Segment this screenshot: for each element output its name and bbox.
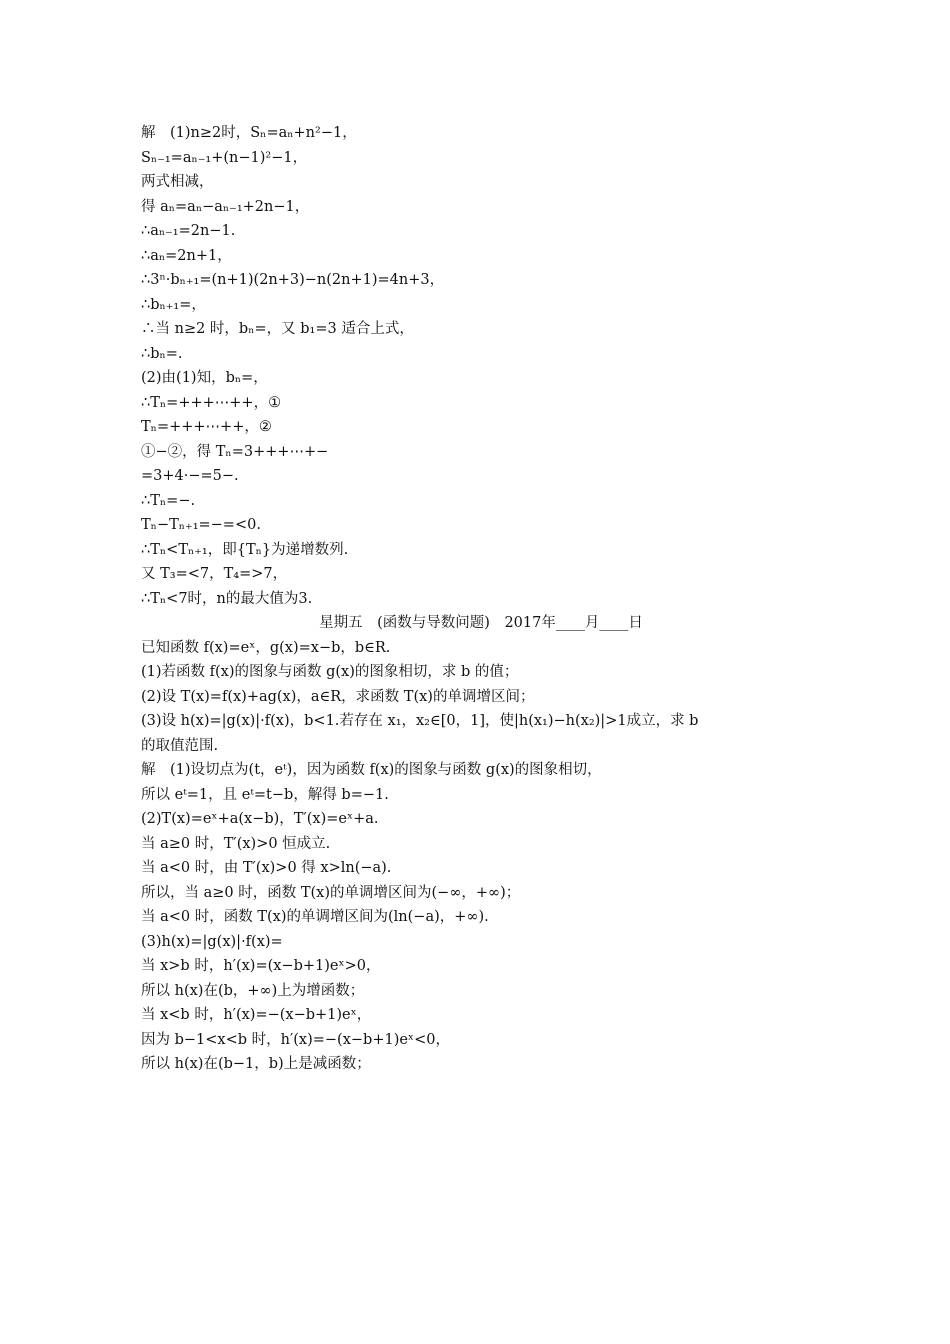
solution-line: ∴3ⁿ·bₙ₊₁=(n+1)(2n+3)−n(2n+1)=4n+3，: [141, 272, 445, 288]
solution-line: (3)h(x)=|g(x)|·f(x)=: [141, 933, 283, 950]
problem-line: (1)若函数 f(x)的图象与函数 g(x)的图象相切，求 b 的值；: [141, 664, 519, 680]
solution-line: ∴Tₙ=+++⋯++，①: [141, 394, 282, 411]
solution-line: 当 a≥0 时，T′(x)>0 恒成立.: [141, 835, 331, 852]
solution-line: ①−②，得 Tₙ=3+++⋯+−: [141, 443, 329, 460]
solution-line: 所以，当 a≥0 时，函数 T(x)的单调增区间为(−∞，+∞)；: [141, 884, 521, 901]
solution-line: ∴bₙ₊₁=，: [141, 296, 206, 313]
solution-line: 当 a<0 时，函数 T(x)的单调增区间为(ln(−a)，+∞).: [141, 909, 489, 925]
solution-line: 因为 b−1<x<b 时，h′(x)=−(x−b+1)eˣ<0，: [141, 1031, 450, 1048]
solution-line: Sₙ₋₁=aₙ₋₁+(n−1)²−1，: [141, 149, 308, 166]
section-heading: 星期五 (函数与导数问题) 2017年____月____日: [319, 615, 643, 631]
solution-line: 又 T₃=<7，T₄=>7，: [141, 566, 288, 582]
solution-line: 当 x>b 时，h′(x)=(x−b+1)eˣ>0，: [141, 958, 381, 974]
solution-line: Tₙ=+++⋯++，②: [141, 419, 272, 435]
solution-line: ∴当 n≥2 时，bₙ=，又 b₁=3 适合上式，: [141, 321, 414, 337]
solution-line: 解 (1)n≥2时，Sₙ=aₙ+n²−1，: [141, 125, 357, 141]
solution-line: Tₙ−Tₙ₊₁=−=<0.: [141, 517, 261, 533]
solution-line: ∴Tₙ<Tₙ₊₁，即{Tₙ}为递增数列.: [141, 541, 349, 558]
solution-line: ∴aₙ=2n+1，: [141, 247, 232, 264]
solution-line: 当 a<0 时，由 T′(x)>0 得 x>ln(−a).: [141, 860, 392, 876]
solution-line: 得 aₙ=aₙ−aₙ₋₁+2n−1，: [141, 198, 310, 215]
solution-line: 所以 h(x)在(b−1，b)上是减函数；: [141, 1056, 371, 1072]
solution-line: 解 (1)设切点为(t，eᵗ)，因为函数 f(x)的图象与函数 g(x)的图象相切，: [141, 762, 602, 778]
solution-line: ∴aₙ₋₁=2n−1.: [141, 223, 236, 239]
solution-line: ∴Tₙ<7时，n的最大值为3.: [141, 590, 313, 607]
problem-line: 的取值范围.: [141, 737, 219, 754]
solution-line: 所以 eᵗ=1，且 eᵗ=t−b，解得 b=−1.: [141, 786, 389, 803]
problem-line: (2)设 T(x)=f(x)+ag(x)，a∈R，求函数 T(x)的单调增区间；: [141, 688, 535, 705]
solution-line: (2)T(x)=eˣ+a(x−b)，T′(x)=eˣ+a.: [141, 811, 379, 827]
solution-line: 所以 h(x)在(b，+∞)上为增函数；: [141, 982, 365, 999]
solution-line: ∴Tₙ=−.: [141, 492, 196, 509]
problem-line: 已知函数 f(x)=eˣ，g(x)=x−b，b∈R.: [141, 639, 391, 656]
solution-line: 当 x<b 时，h′(x)=−(x−b+1)eˣ，: [141, 1007, 372, 1023]
solution-line: ∴bₙ=.: [141, 345, 183, 362]
problem-line: (3)设 h(x)=|g(x)|·f(x)，b<1.若存在 x₁，x₂∈[0，1]，使|h(x₁)−h(x₂)|>1成立，求 b: [141, 713, 699, 729]
solution-line: (2)由(1)知，bₙ=，: [141, 370, 268, 386]
document-body: [141, 121, 821, 1077]
solution-line: 两式相减，: [141, 174, 214, 190]
solution-line: =3+4·−=5−.: [141, 468, 239, 484]
